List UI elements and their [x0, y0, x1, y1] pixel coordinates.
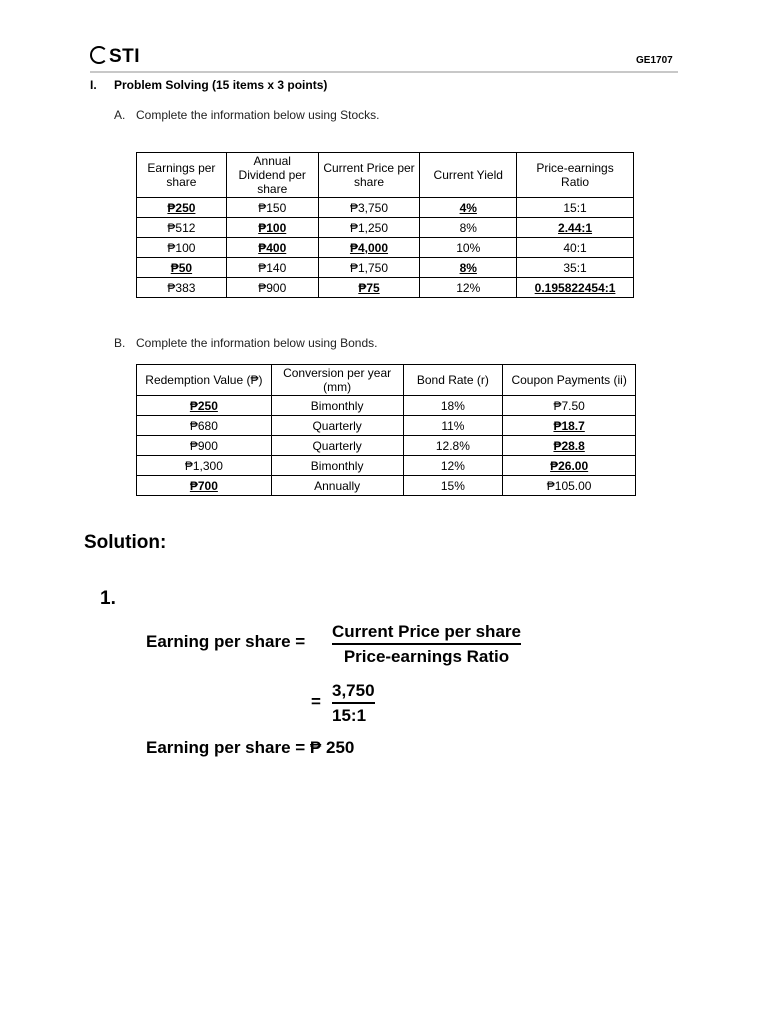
table-cell: ₱900 [137, 436, 272, 456]
table-cell: Quarterly [271, 416, 403, 436]
table-cell: ₱900 [226, 278, 318, 298]
column-header: Current Price per share [318, 153, 420, 198]
table-cell: 40:1 [517, 238, 634, 258]
table-row [137, 278, 634, 298]
table-cell: 8% [420, 218, 517, 238]
table-cell: Bimonthly [271, 456, 403, 476]
part-a-instruction: Complete the information below using Stocks. [136, 108, 380, 122]
fraction-denominator: 15:1 [332, 706, 367, 725]
fraction-numerator: Current Price per share [332, 622, 521, 645]
table-row [137, 198, 634, 218]
table-cell: 15:1 [517, 198, 634, 218]
table-header-row [137, 153, 634, 198]
table-cell: ₱1,750 [318, 258, 420, 278]
table-row [137, 396, 636, 416]
table-cell: ₱100 [137, 238, 227, 258]
table-cell: 12% [420, 278, 517, 298]
substitution-fraction [332, 681, 375, 726]
answer-cell: ₱26.00 [503, 456, 636, 476]
column-header: Redemption Value (₱) [137, 365, 272, 396]
answer-cell: ₱4,000 [318, 238, 420, 258]
table-cell: 12.8% [403, 436, 503, 456]
logo-swoosh-icon [90, 46, 108, 64]
column-header: Conversion per year (mm) [271, 365, 403, 396]
answer-cell: 4% [420, 198, 517, 218]
answer-cell: 0.195822454:1 [517, 278, 634, 298]
solution-heading: Solution: [84, 532, 167, 553]
answer-cell: ₱100 [226, 218, 318, 238]
column-header: Coupon Payments (ii) [503, 365, 636, 396]
answer-cell: 2.44:1 [517, 218, 634, 238]
column-header: Earnings per share [137, 153, 227, 198]
table-row [137, 258, 634, 278]
answer-cell: ₱700 [137, 476, 272, 496]
logo-text: STI [109, 46, 141, 67]
table-cell: Annually [271, 476, 403, 496]
column-header: Annual Dividend per share [226, 153, 318, 198]
table-cell: 35:1 [517, 258, 634, 278]
answer-cell: ₱18.7 [503, 416, 636, 436]
fraction-denominator: Price-earnings Ratio [343, 647, 510, 666]
answer-cell: ₱28.8 [503, 436, 636, 456]
table-cell: Quarterly [271, 436, 403, 456]
table-cell: ₱7.50 [503, 396, 636, 416]
part-b-letter: B. [114, 336, 126, 350]
sti-logo [90, 46, 140, 68]
answer-cell: ₱250 [137, 396, 272, 416]
section-title: Problem Solving (15 items x 3 points) [114, 78, 328, 92]
bonds-table [136, 364, 636, 496]
answer-cell: ₱75 [318, 278, 420, 298]
table-cell: 18% [403, 396, 503, 416]
table-cell: ₱150 [226, 198, 318, 218]
table-row [137, 238, 634, 258]
table-cell: 11% [403, 416, 503, 436]
answer-cell: 8% [420, 258, 517, 278]
part-b-instruction: Complete the information below using Bonds. [136, 336, 378, 350]
table-header-row [137, 365, 636, 396]
table-cell: ₱383 [137, 278, 227, 298]
table-cell: ₱140 [226, 258, 318, 278]
column-header: Price-earnings Ratio [517, 153, 634, 198]
course-code: GE1707 [636, 55, 673, 66]
equals-sign: = [311, 692, 321, 711]
table-cell: 15% [403, 476, 503, 496]
table-row [137, 436, 636, 456]
solution-item-number: 1. [100, 588, 116, 609]
table-row [137, 476, 636, 496]
table-row [137, 218, 634, 238]
section-number: I. [90, 78, 97, 92]
table-cell: ₱3,750 [318, 198, 420, 218]
table-cell: ₱1,250 [318, 218, 420, 238]
stocks-table [136, 152, 634, 298]
answer-cell: ₱250 [137, 198, 227, 218]
answer-cell: ₱50 [137, 258, 227, 278]
fraction-numerator: 3,750 [332, 681, 375, 704]
formula-fraction [332, 622, 521, 667]
table-cell: ₱105.00 [503, 476, 636, 496]
table-row [137, 456, 636, 476]
column-header: Bond Rate (r) [403, 365, 503, 396]
table-cell: ₱680 [137, 416, 272, 436]
table-cell: 10% [420, 238, 517, 258]
answer-cell: ₱400 [226, 238, 318, 258]
column-header: Current Yield [420, 153, 517, 198]
table-cell: 12% [403, 456, 503, 476]
table-row [137, 416, 636, 436]
part-a-letter: A. [114, 108, 126, 122]
table-cell: Bimonthly [271, 396, 403, 416]
table-cell: ₱1,300 [137, 456, 272, 476]
table-cell: ₱512 [137, 218, 227, 238]
header-divider [90, 71, 678, 73]
equation-lhs: Earning per share = [146, 632, 306, 651]
equation-result: Earning per share = ₱ 250 [146, 738, 355, 757]
